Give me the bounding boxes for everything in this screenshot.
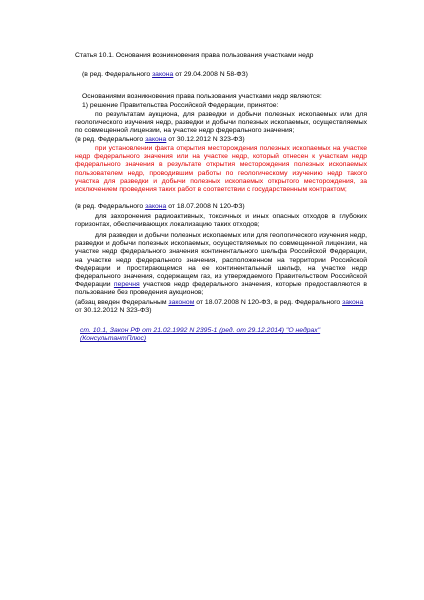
deposit-discovery-paragraph: при установлении факта открытия месторождения полезных ископаемых на участке недр федерального значения или на участке недр, который отнесен к участкам недр федерального значения в результате открытия месторождения полезных ископаемых пользователем недр, проводившим работы по геологическому изучению недр такого участка для разведки и добычи полезных ископаемых открытого месторождения, за исключением проведения таких работ в соответствии с государственным контрактом;	[75, 145, 367, 194]
shelf-list-link[interactable]: перечня	[113, 281, 140, 289]
edition-2-law-link[interactable]: закона	[145, 136, 167, 143]
edition-suffix: от 29.04.2008 N 58-ФЗ)	[173, 71, 248, 78]
edition-note-2	[75, 136, 367, 144]
edition-law-link[interactable]: закона	[152, 71, 174, 78]
auction-paragraph: по результатам аукциона, для разведки и добычи полезных ископаемых или для геологического изучения недр, разведки и добычи полезных ископаемых, осуществляемых по совмещенной лицензии, на участке недр федерального значения;	[75, 111, 367, 135]
edition-4-text-1: (абзац введен Федеральным	[75, 299, 169, 306]
shelf-text-2: участков недр федерального значения, которые предоставляются в пользование без проведения аукционов;	[75, 281, 367, 297]
waste-burial-paragraph: для захоронения радиоактивных, токсичных и иных опасных отходов в глубоких горизонтах, обеспечивающих локализацию таких отходов;	[75, 213, 367, 229]
item-1: 1) решение Правительства Российской Федерации, принятое:	[82, 102, 279, 109]
intro-paragraph: Основаниями возникновения права пользования участками недр являются:	[82, 93, 322, 100]
edition-note-4	[75, 299, 367, 315]
shelf-text-1: для разведки и добычи полезных ископаемых или для геологического изучения недр, разведки и добычи полезных ископаемых, осуществляемых по совмещенной лицензии, на участке недр федерального значения континентального шельфа Российской Федерации, на участке недр федерального значения, расположенном на территории Российской Федерации и простирающемся на ее континентальный шельф, на участке недр федерального значения, содержащем газ, из утверждаемого Правительством Российской Федерации	[75, 232, 367, 289]
article-title: Статья 10.1. Основания возникновения права пользования участками недр	[75, 52, 314, 59]
shelf-paragraph	[75, 232, 367, 298]
edition-note-3	[75, 203, 367, 211]
edition-4-law-link-2[interactable]: закона	[342, 299, 364, 306]
edition-2-prefix: (в ред. Федерального	[75, 136, 146, 143]
edition-4-text-3: от 30.12.2012 N 323-ФЗ)	[75, 307, 152, 315]
edition-prefix: (в ред. Федерального	[82, 71, 153, 78]
edition-3-prefix: (в ред. Федерального	[75, 203, 146, 210]
source-citation-link[interactable]: ст. 10.1, Закон РФ от 21.02.1992 N 2395-1 (ред. от 29.12.2014) "О недрах" (КонсультантПлюс)	[80, 327, 321, 343]
edition-4-law-link-1[interactable]: законом	[168, 299, 195, 306]
edition-3-law-link[interactable]: закона	[145, 203, 167, 210]
edition-note	[82, 71, 374, 79]
edition-3-suffix: от 18.07.2008 N 120-ФЗ)	[166, 203, 245, 210]
edition-2-suffix: от 30.12.2012 N 323-ФЗ)	[166, 136, 245, 143]
edition-4-text-2: от 18.07.2008 N 120-ФЗ, в ред. Федерального	[194, 299, 343, 306]
